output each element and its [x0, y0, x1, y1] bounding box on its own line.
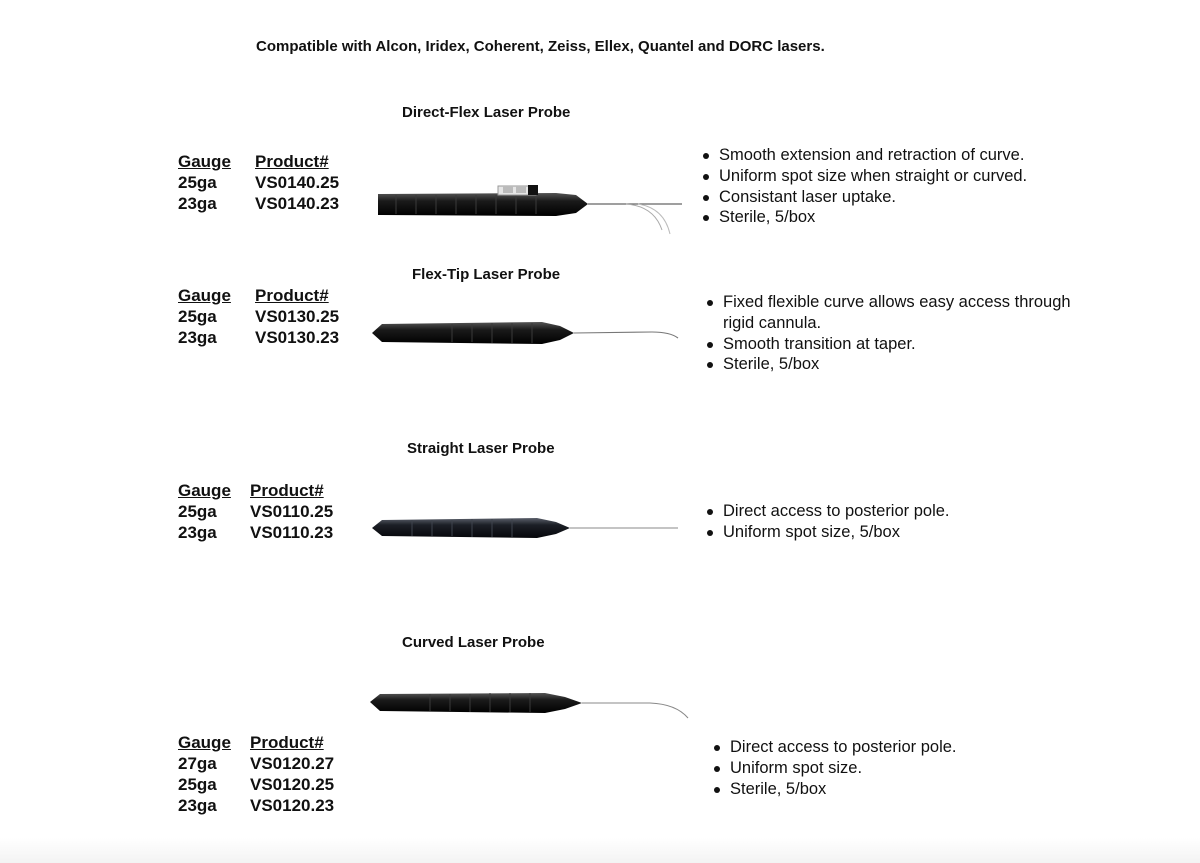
features-direct-flex [700, 145, 1100, 228]
straight-probe-image [372, 512, 682, 546]
list-item: Smooth transition at taper. [704, 334, 1094, 355]
product-title-straight: Straight Laser Probe [407, 440, 555, 457]
list-item: Direct access to posterior pole. [704, 501, 1094, 522]
product-header: Product# [250, 733, 324, 752]
features-flex-tip [704, 292, 1094, 375]
table-row [178, 306, 339, 327]
product-cell: VS0120.23 [250, 796, 335, 815]
product-cell: VS0110.23 [250, 523, 334, 542]
gauge-cell: 25ga [178, 307, 217, 326]
product-title-direct-flex: Direct-Flex Laser Probe [402, 104, 571, 121]
gauge-cell: 23ga [178, 328, 217, 347]
gauge-cell: 25ga [178, 502, 217, 521]
gauge-header: Gauge [178, 481, 231, 500]
flex-tip-probe-image [372, 316, 682, 356]
list-item: Direct access to posterior pole. [711, 737, 1101, 758]
gauge-table-straight [178, 480, 333, 543]
direct-flex-probe-image [376, 178, 686, 238]
list-item: Uniform spot size. [711, 758, 1101, 779]
gauge-cell: 25ga [178, 173, 217, 192]
gauge-table-flex-tip [178, 285, 339, 348]
list-item: Sterile, 5/box [704, 354, 1094, 375]
table-row [178, 795, 334, 816]
table-row [178, 501, 333, 522]
gauge-cell: 25ga [178, 775, 217, 794]
product-title-flex-tip: Flex-Tip Laser Probe [412, 266, 561, 283]
table-row [178, 522, 333, 543]
list-item: Fixed flexible curve allows easy access through rigid cannula. [704, 292, 1094, 334]
product-cell: VS0120.27 [250, 754, 335, 773]
product-cell: VS0130.25 [255, 307, 340, 326]
product-cell: VS0120.25 [250, 775, 335, 794]
list-item: Consistant laser uptake. [700, 187, 1100, 208]
table-row [178, 753, 334, 774]
product-header: Product# [255, 152, 329, 171]
page-bottom-edge [0, 838, 1200, 863]
product-header: Product# [250, 481, 324, 500]
table-row [178, 193, 339, 214]
list-item: Sterile, 5/box [700, 207, 1100, 228]
curved-probe-image [370, 688, 692, 724]
features-curved [711, 737, 1101, 799]
gauge-cell: 23ga [178, 523, 217, 542]
list-item: Uniform spot size when straight or curved. [700, 166, 1100, 187]
gauge-table-direct-flex [178, 151, 339, 214]
product-cell: VS0140.25 [255, 173, 340, 192]
table-row [178, 774, 334, 795]
product-cell: VS0130.23 [255, 328, 340, 347]
gauge-cell: 27ga [178, 754, 217, 773]
gauge-header: Gauge [178, 152, 231, 171]
list-item: Smooth extension and retraction of curve. [700, 145, 1100, 166]
features-straight [704, 501, 1094, 543]
product-header: Product# [255, 286, 329, 305]
gauge-header: Gauge [178, 286, 231, 305]
gauge-cell: 23ga [178, 194, 217, 213]
gauge-cell: 23ga [178, 796, 217, 815]
gauge-header: Gauge [178, 733, 231, 752]
list-item: Uniform spot size, 5/box [704, 522, 1094, 543]
gauge-table-curved [178, 732, 334, 816]
compatibility-note: Compatible with Alcon, Iridex, Coherent, Zeiss, Ellex, Quantel and DORC lasers. [256, 38, 825, 55]
product-title-curved: Curved Laser Probe [402, 634, 545, 651]
list-item: Sterile, 5/box [711, 779, 1101, 800]
table-row [178, 327, 339, 348]
table-row [178, 172, 339, 193]
product-cell: VS0140.23 [255, 194, 340, 213]
product-cell: VS0110.25 [250, 502, 334, 521]
